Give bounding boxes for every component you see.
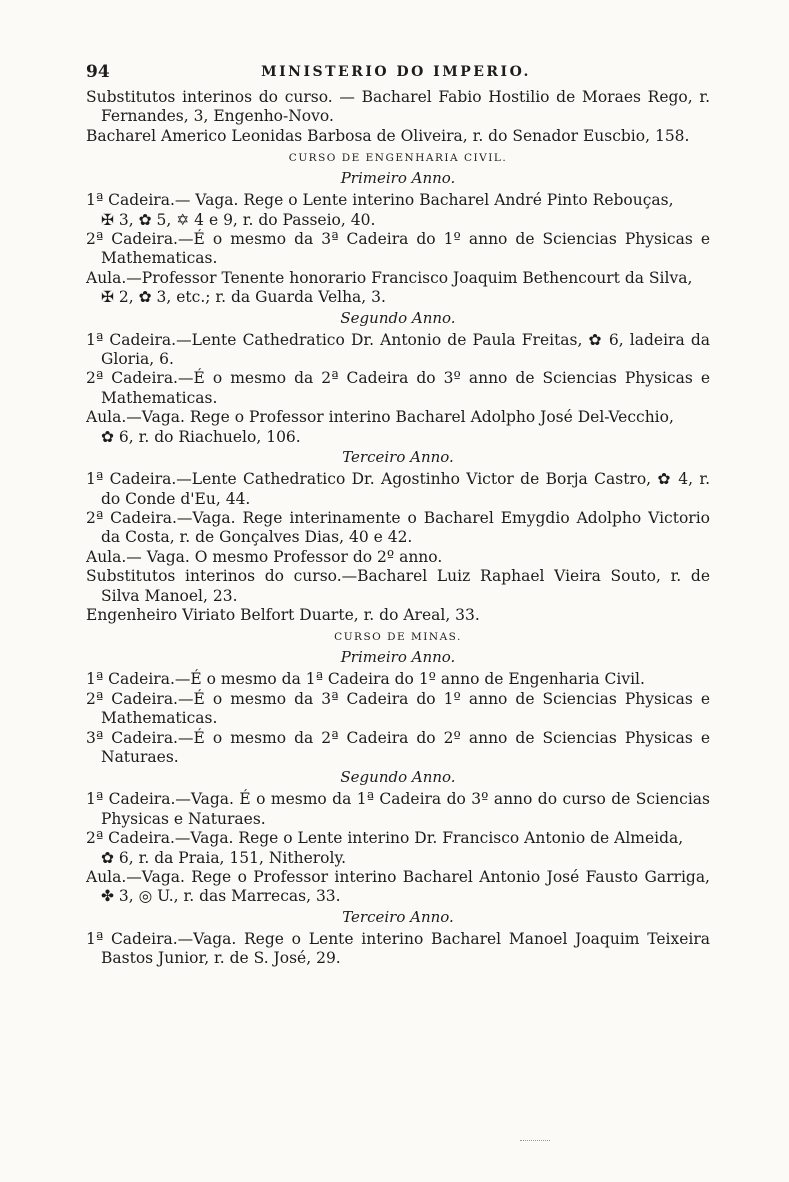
paragraph: 2ª Cadeira.—É o mesmo da 2ª Cadeira do 3º anno de Sciencias Physicas e Mathematicas.: [86, 369, 710, 407]
paragraph: 2ª Cadeira.—É o mesmo da 3ª Cadeira do 1º anno de Sciencias Physicas e Mathematicas.: [86, 689, 710, 728]
paragraph: 1ª Cadeira.—Vaga. Rege o Lente interino Bacharel Manoel Joaquim Teixeira Bastos Junior, r. de S. José, 29.: [86, 929, 710, 968]
section-heading-civil: CURSO DE ENGENHARIA CIVIL.: [288, 152, 508, 165]
paragraph-line: ✿ 6, r. da Praia, 151, Nitheroly.: [101, 848, 347, 867]
paragraph: [86, 408, 710, 447]
paragraph: 1ª Cadeira.—É o mesmo da 1ª Cadeira do 1º anno de Engenharia Civil.: [86, 670, 645, 689]
paragraph-line: ✿ 6, r. do Riachuelo, 106.: [101, 427, 301, 446]
paragraph: Substitutos interinos do curso. — Bacharel Fabio Hostilio de Moraes Rego, r. Fernandes, 3, Engenho-Novo.: [86, 88, 710, 126]
paragraph-line: ✠ 3, ✿ 5, ✡ 4 e 9, r. do Passeio, 40.: [101, 210, 376, 229]
paragraph: 1ª Cadeira.—Lente Cathedratico Dr. Agostinho Victor de Borja Castro, ✿ 4, r. do Conde d'Eu, 44.: [86, 470, 710, 508]
paragraph: Substitutos interinos do curso.—Bacharel Luiz Raphael Vieira Souto, r. de Silva Manoel, 23.: [86, 567, 710, 605]
running-title: MINISTERIO DO IMPERIO.: [261, 64, 531, 80]
year-heading: Terceiro Anno.: [342, 907, 454, 926]
year-heading: Segundo Anno.: [340, 768, 456, 787]
year-heading: Terceiro Anno.: [342, 448, 454, 467]
paragraph-line: Aula.—Professor Tenente honorario Francisco Joaquim Bethencourt da Silva,: [86, 268, 693, 287]
section-heading-minas: CURSO DE MINAS.: [334, 631, 462, 644]
paragraph: [86, 269, 710, 308]
paragraph: Engenheiro Viriato Belfort Duarte, r. do Areal, 33.: [86, 605, 480, 624]
paragraph: 1ª Cadeira.—Vaga. É o mesmo da 1ª Cadeira do 3º anno do curso de Sciencias Physicas e Naturaes.: [86, 790, 710, 828]
paragraph: 2ª Cadeira.—Vaga. Rege interinamente o Bacharel Emygdio Adolpho Victorio da Costa, r. de Gonçalves Dias, 40 e 42.: [86, 508, 710, 547]
paragraph: [86, 829, 710, 868]
year-heading: Primeiro Anno.: [340, 169, 456, 188]
paragraph-line: 2ª Cadeira.—Vaga. Rege o Lente interino Dr. Francisco Antonio de Almeida,: [86, 829, 684, 848]
year-heading: Segundo Anno.: [340, 308, 456, 327]
paragraph: 3ª Cadeira.—É o mesmo da 2ª Cadeira do 2º anno de Sciencias Physicas e Naturaes.: [86, 728, 710, 766]
paragraph-line: Aula.—Vaga. Rege o Professor interino Bacharel Adolpho José Del-Vecchio,: [86, 408, 674, 427]
paragraph: 2ª Cadeira.—É o mesmo da 3ª Cadeira do 1º anno de Sciencias Physicas e Mathematicas.: [86, 230, 710, 268]
paragraph-line: 1ª Cadeira.— Vaga. Rege o Lente interino Bacharel André Pinto Rebouças,: [86, 191, 674, 210]
page-header: [86, 62, 706, 84]
paragraph: Aula.—Vaga. Rege o Professor interino Bacharel Antonio José Fausto Garriga, ✤ 3, ◎ U., r. das Marrecas, 33.: [86, 868, 710, 906]
paragraph: 1ª Cadeira.—Lente Cathedratico Dr. Antonio de Paula Freitas, ✿ 6, ladeira da Gloria, 6.: [86, 330, 710, 369]
year-heading: Primeiro Anno.: [340, 648, 456, 667]
paragraph: [86, 191, 710, 230]
paragraph: Aula.— Vaga. O mesmo Professor do 2º anno.: [86, 547, 443, 566]
page-body: [86, 88, 710, 969]
print-speck: [520, 1138, 550, 1141]
page-number: 94: [86, 62, 110, 82]
paragraph-line: ✠ 2, ✿ 3, etc.; r. da Guarda Velha, 3.: [101, 288, 386, 307]
paragraph: Bacharel Americo Leonidas Barbosa de Oliveira, r. do Senador Euscbio, 158.: [86, 126, 690, 145]
